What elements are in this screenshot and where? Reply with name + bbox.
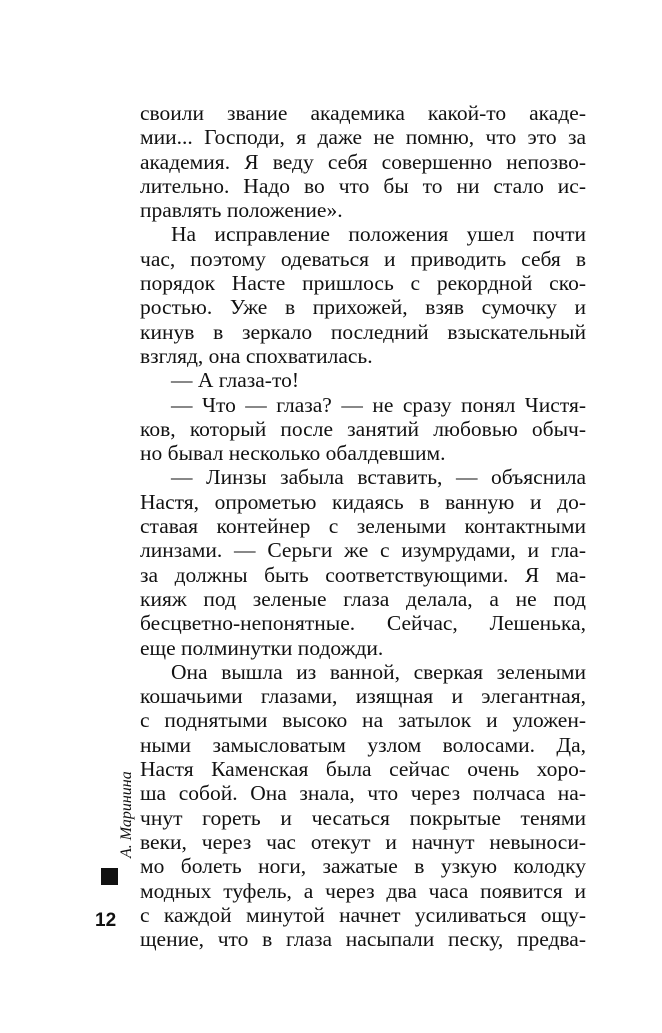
text-line: за должны быть соответствующими. Я ма- xyxy=(140,562,586,587)
text-line: модных туфель, а через два часа появится и xyxy=(140,878,586,903)
text-line: щение, что в глаза насыпали песку, предва- xyxy=(140,927,586,952)
text-line: Настя Каменская была сейчас очень хоро- xyxy=(140,757,586,782)
text-line: академия. Я веду себя совершенно непозво- xyxy=(140,149,586,174)
text-line: ков, который после занятий любовью обыч- xyxy=(140,416,586,441)
text-line: своили звание академика какой-то акаде- xyxy=(140,101,586,125)
text-line: порядок Насте пришлось с рекордной ско- xyxy=(140,271,586,296)
text-line: — Что — глаза? — не сразу понял Чистя- xyxy=(171,392,586,417)
text-line: линзами. — Серьги же с изумрудами, и гла- xyxy=(140,538,586,563)
text-line: кинув в зеркало последний взыскательный xyxy=(140,319,586,344)
text-line: — А глаза-то! xyxy=(171,368,299,393)
text-line: кияж под зеленые глаза делала, а не под xyxy=(140,586,586,611)
text-line: но бывал несколько обалдевшим. xyxy=(140,441,446,466)
text-line: час, поэтому одеваться и приводить себя в xyxy=(140,246,586,271)
text-line: с каждой минутой начнет усиливаться ощу- xyxy=(140,902,586,927)
text-line: Настя, опрометью кидаясь в ванную и до- xyxy=(140,489,586,514)
text-line: ными замысловатым узлом волосами. Да, xyxy=(140,732,586,757)
text-line: ставая контейнер с зелеными контактными xyxy=(140,514,586,539)
text-line: кошачьими глазами, изящная и элегантная, xyxy=(140,684,586,709)
page-number: 12 xyxy=(95,910,117,931)
text-line: с поднятыми высоко на затылок и уложен- xyxy=(140,708,586,733)
text-line: еще полминутки подожди. xyxy=(140,635,384,660)
text-line: На исправление положения ушел почти xyxy=(171,222,586,247)
text-line: Она вышла из ванной, сверкая зелеными xyxy=(171,659,586,684)
text-line: — Линзы забыла вставить, — объяснила xyxy=(171,465,586,490)
body-text xyxy=(140,101,586,951)
text-line: мии... Господи, я даже не помню, что это за xyxy=(140,125,586,150)
text-line: лительно. Надо во что бы то ни стало ис- xyxy=(140,173,586,198)
text-line: ша собой. Она знала, что через полчаса на- xyxy=(140,781,586,806)
text-line: ростью. Уже в прихожей, взяв сумочку и xyxy=(140,295,586,320)
text-line: бесцветно-непонятные. Сейчас, Лешенька, xyxy=(140,611,586,636)
running-head-author: А. Маринина xyxy=(118,771,135,858)
text-line: взгляд, она спохватилась. xyxy=(140,343,373,368)
text-line: чнут гореть и чесаться покрытые тенями xyxy=(140,805,586,830)
text-line: веки, через час отекут и начнут невыноси- xyxy=(140,829,586,854)
square-marker-icon xyxy=(101,868,118,885)
text-line: мо болеть ноги, зажатые в узкую колодку xyxy=(140,854,586,879)
text-line: правлять положение». xyxy=(140,198,343,223)
